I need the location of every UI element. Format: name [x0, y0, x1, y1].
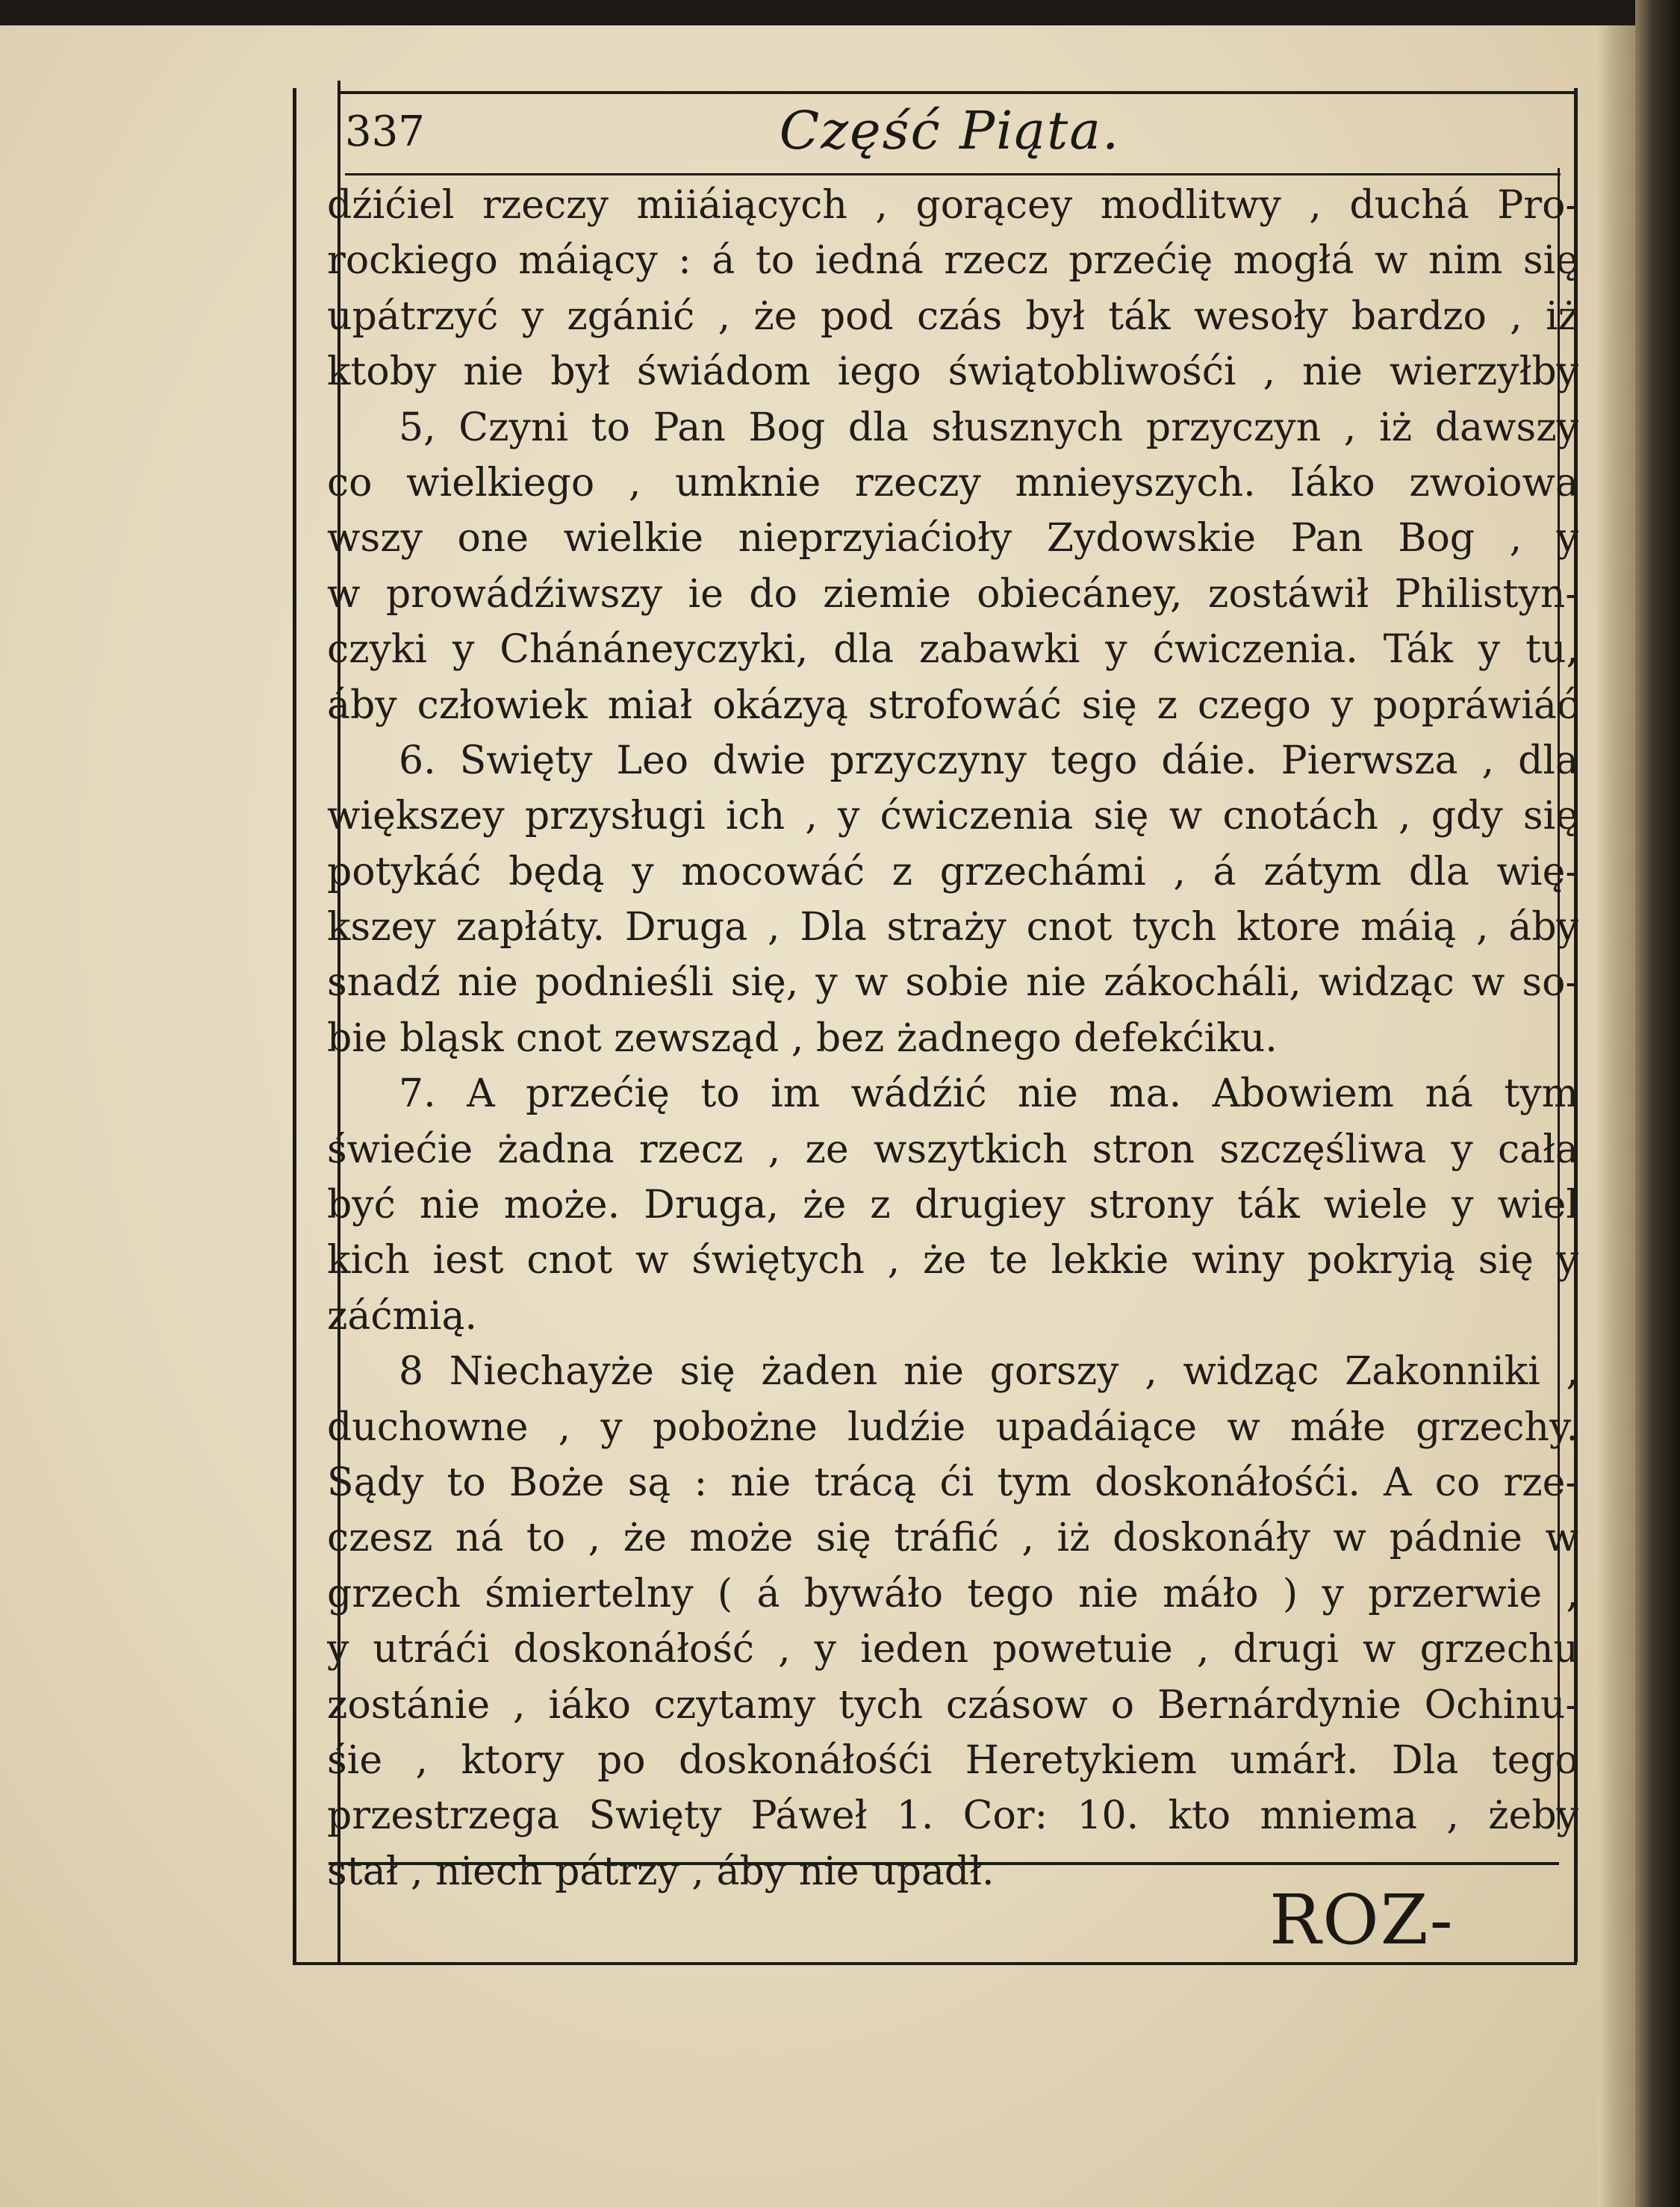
paragraph-first-line: 7. A przećię to im wádźić nie ma. Abowiem ná tym [399, 1071, 1578, 1117]
text-line: áby człowiek miał okázyą strofowáć się z czego y popráwiáć [327, 682, 1578, 728]
text-line: upátrzyć y zgánić , że pod czás był ták wesoły bardzo , iż [327, 293, 1578, 339]
text-line: w prowádźiwszy ie do ziemie obiecáney, zostáwił Philistyn- [327, 571, 1578, 617]
header-rule [345, 173, 1561, 175]
text-line: kszey zapłáty. Druga , Dla straży cnot tych ktore máią , áby [327, 905, 1578, 950]
page-header [345, 100, 1555, 169]
text-line: stał , niech pátrzy , áby nie upadł. [327, 1849, 995, 1894]
text-line: dźićiel rzeczy miiáiących , gorącey modlitwy , duchá Pro- [327, 183, 1578, 228]
text-line: duchowne , y pobożne ludźie upadáiące w máłe grzechy. [327, 1404, 1578, 1450]
text-line: bie bląsk cnot zewsząd , bez żadnego defekćiku. [327, 1015, 1278, 1061]
paragraph-first-line: 5, Czyni to Pan Bog dla słusznych przyczyn , iż dawszy [399, 405, 1578, 450]
paragraph-first-line: 6. Swięty Leo dwie przyczyny tego dáie. Pierwsza , dla [399, 738, 1578, 783]
text-line: wszy one wielkie nieprzyiaćioły Zydowskie Pan Bog , y [327, 516, 1578, 561]
running-title: Część Piąta. [779, 100, 1121, 161]
text-line: kich iest cnot w świętych , że te lekkie winy pokryią się y [327, 1238, 1578, 1283]
text-line: czyki y Chánáneyczyki, dla zabawki y ćwiczenia. Ták y tu, [327, 627, 1578, 673]
text-line: potykáć będą y mocowáć z grzechámi , á zátym dla wię- [327, 849, 1578, 894]
text-line: co wielkiego , umknie rzeczy mnieyszych. Iáko zwoiowa [327, 460, 1578, 505]
text-line: rockiego máiący : á to iedná rzecz przećię mogłá w nim się [327, 238, 1578, 284]
scan-border-right [1635, 0, 1680, 2207]
text-line: záćmią. [327, 1293, 477, 1339]
text-line: czesz ná to , że może się tráfić , iż doskonáły w pádnie w [327, 1516, 1578, 1561]
page-gutter [1598, 25, 1635, 2207]
scan-border-top [0, 0, 1680, 25]
text-line: zostánie , iáko czytamy tych czásow o Bernárdynie Ochinu- [327, 1682, 1578, 1728]
paragraph-first-line: 8 Niechayże się żaden nie gorszy , widząc Zakonniki , [399, 1349, 1578, 1395]
frame-rule-top [337, 91, 1574, 94]
text-line: grzech śmiertelny ( á bywáło tego nie máło ) y przerwie , [327, 1571, 1578, 1616]
text-line: większey przysługi ich , y ćwiczenia się w cnotách , gdy się [327, 794, 1578, 839]
catchword: ROZ- [1269, 1880, 1455, 1960]
frame-rule-base [293, 1962, 1577, 1965]
page-number: 337 [345, 108, 425, 156]
text-line: y utráći doskonáłość , y ieden powetuie , drugi w grzechu [327, 1627, 1578, 1672]
text-line: przestrzega Swięty Páweł 1. Cor: 10. kto mniema , żeby [327, 1793, 1578, 1839]
text-line: być nie może. Druga, że z drugiey strony ták wiele y wiel [327, 1183, 1578, 1228]
text-line: ktoby nie był świádom iego świątobliwośći , nie wierzyłby [327, 349, 1578, 395]
text-line: snadź nie podnieśli się, y w sobie nie zákocháli, widząc w so- [327, 960, 1578, 1006]
text-line: świećie żadna rzecz , ze wszytkich stron szczęśliwa y cała [327, 1127, 1578, 1172]
text-line: Sądy to Boże są : nie trácą ći tym doskonáłośći. A co rze- [327, 1460, 1578, 1505]
text-line: śie , ktory po doskonáłośći Heretykiem umárł. Dla tego [327, 1737, 1578, 1783]
body-text [327, 178, 1578, 1899]
frame-rule-outer-left [293, 88, 296, 1962]
